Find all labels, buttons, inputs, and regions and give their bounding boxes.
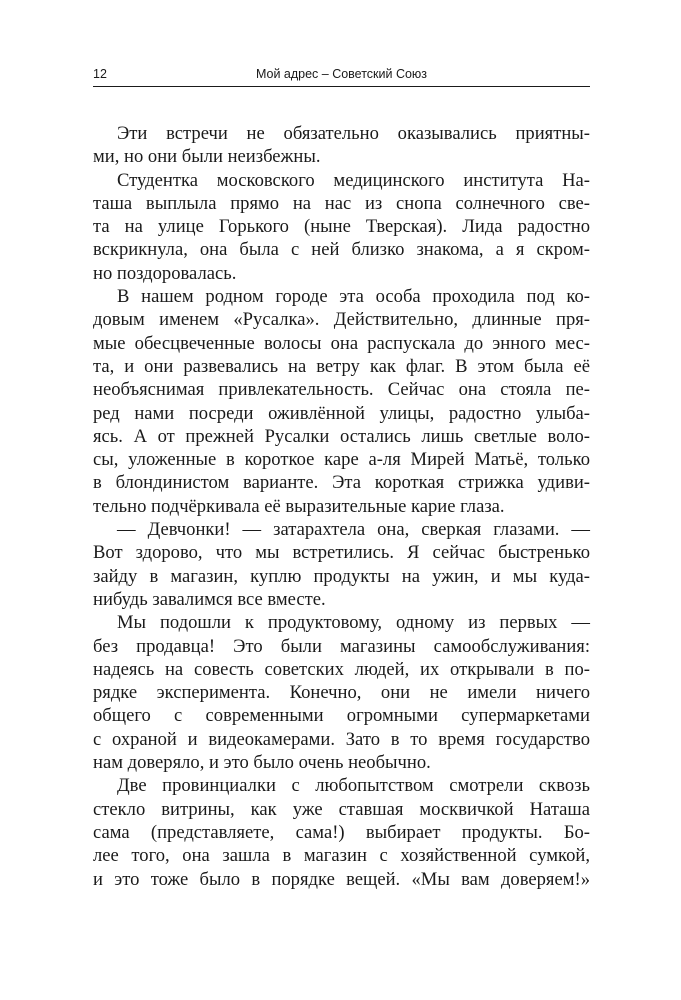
text-line: с охраной и видеокамерами. Зато в то время государство <box>93 728 590 750</box>
text-line: но поздоровалась. <box>93 262 237 284</box>
text-line: та, и они развевались на ветру как флаг. В этом была её <box>93 355 590 377</box>
text-line: сы, уложенные в короткое каре а-ля Мирей Матьё, только <box>93 449 590 471</box>
paragraph-3 <box>93 285 590 518</box>
text-line: вскрикнула, она была с ней близко знакома, а я скром- <box>93 239 590 261</box>
paragraph-6 <box>93 774 590 890</box>
running-title: Мой адрес – Советский Союз <box>255 67 428 81</box>
text-line: в блондинистом варианте. Эта короткая стрижка удиви- <box>93 472 590 494</box>
text-line: стекло витрины, как уже ставшая москвичкой Наташа <box>93 798 590 820</box>
text-line: общего с современными огромными супермаркетами <box>93 705 590 727</box>
text-line: Мы подошли к продуктовому, одному из первых — <box>117 612 590 634</box>
text-line: мые обесцвеченные волосы она распускала до энного мес- <box>93 332 590 354</box>
text-line: Студентка московского медицинского института На- <box>117 169 590 191</box>
text-line: таша выплыла прямо на нас из снопа солнечного све- <box>93 192 590 214</box>
text-line: В нашем родном городе эта особа проходила под ко- <box>117 286 590 308</box>
text-line: и это тоже было в порядке вещей. «Мы вам доверяем!» <box>93 868 590 890</box>
text-line: Вот здорово, что мы встретились. Я сейчас быстренько <box>93 542 590 564</box>
text-line: надеясь на совесть советских людей, их открывали в по- <box>93 658 590 680</box>
body-text <box>93 122 590 891</box>
text-line: ред нами посреди оживлённой улицы, радостно улыба- <box>93 402 590 424</box>
text-line: Две провинциалки с любопытством смотрели сквозь <box>117 775 590 797</box>
running-header <box>93 62 590 87</box>
text-line: рядке эксперимента. Конечно, они не имели ничего <box>93 682 590 704</box>
text-line: без продавца! Это были магазины самообслуживания: <box>93 635 590 657</box>
text-line: та на улице Горького (ныне Тверская). Лида радостно <box>93 216 590 238</box>
text-line: ясь. А от прежней Русалки остались лишь светлые воло- <box>93 425 590 447</box>
page-number: 12 <box>93 67 107 81</box>
text-line: довым именем «Русалка». Действительно, длинные пря- <box>93 309 590 331</box>
text-line: тельно подчёркивала её выразительные карие глаза. <box>93 495 505 517</box>
paragraph-4 <box>93 518 590 611</box>
text-line: зайду в магазин, куплю продукты на ужин, и мы куда- <box>93 565 590 587</box>
paragraph-2 <box>93 169 590 285</box>
text-line: ми, но они были неизбежны. <box>93 146 321 168</box>
text-line: нам доверяло, и это было очень необычно. <box>93 752 431 774</box>
text-line: нибудь завалимся все вместе. <box>93 588 326 610</box>
text-line: лее того, она зашла в магазин с хозяйственной сумкой, <box>93 845 590 867</box>
text-line: необъяснимая привлекательность. Сейчас она стояла пе- <box>93 379 590 401</box>
paragraph-5 <box>93 611 590 774</box>
text-line: — Девчонки! — затарахтела она, сверкая глазами. — <box>117 519 590 541</box>
text-line: сама (представляете, сама!) выбирает продукты. Бо- <box>93 821 590 843</box>
paragraph-1 <box>93 122 590 169</box>
text-line: Эти встречи не обязательно оказывались приятны- <box>117 123 590 144</box>
